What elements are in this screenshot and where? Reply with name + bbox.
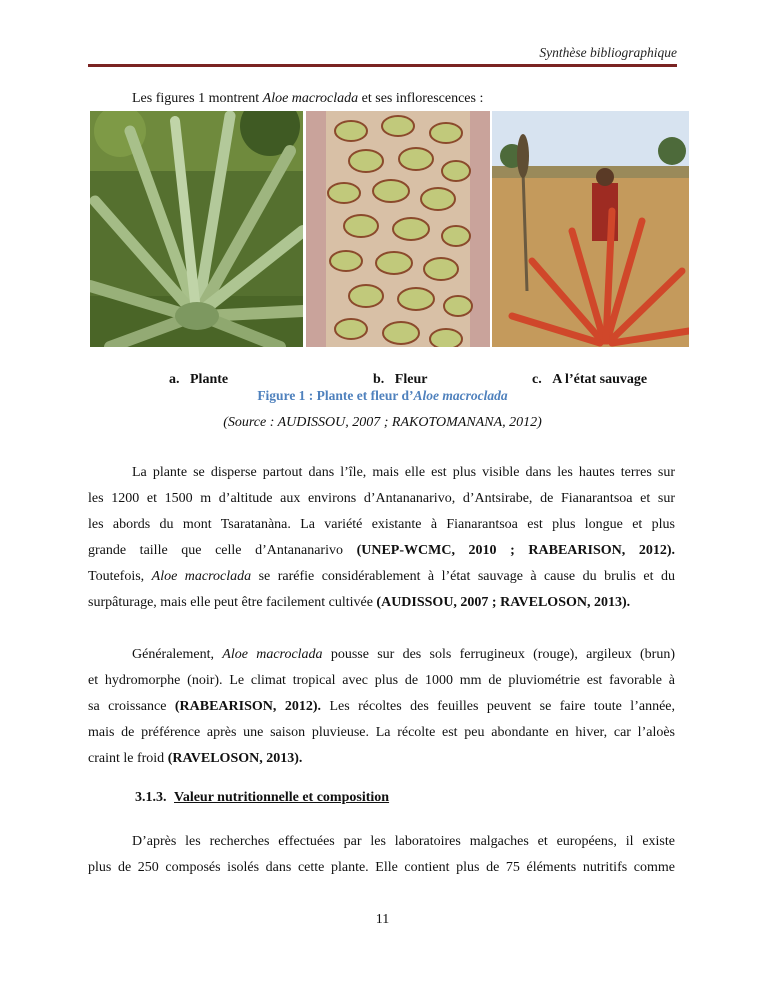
paragraph1-line3: les abords du mont Tsaratanàna. La variété existante à Fianarantsoa est plus longue et plus <box>88 517 675 532</box>
paragraph2-line3: sa croissance (RABEARISON, 2012). Les récoltes des feuilles peuvent se faire toute l’année, <box>88 699 676 714</box>
photo-wild <box>492 111 689 347</box>
header-rule <box>88 64 677 67</box>
paragraph2-line5: craint le froid (RAVELOSON, 2013). <box>88 751 303 766</box>
panel-label-c: c. A l’état sauvage <box>532 372 648 387</box>
paragraph3-line2: plus de 250 composés isolés dans cette plante. Elle contient plus de 75 éléments nutritifs comme <box>88 860 675 875</box>
paragraph1-line2: les 1200 et 1500 m d’altitude aux environs d’Antananarivo, d’Antsirabe, de Fianarantsoa et sur <box>88 491 675 506</box>
photo-flower <box>306 111 490 347</box>
paragraph1-line4: grande taille que celle d’Antananarivo (UNEP-WCMC, 2010 ; RABEARISON, 2012). <box>88 543 676 558</box>
figure-caption: Figure 1 : Plante et fleur d’Aloe macroclada <box>257 388 508 403</box>
paragraph1-line6: surpâturage, mais elle peut être facilement cultivée (AUDISSOU, 2007 ; RAVELOSON, 2013). <box>88 595 631 610</box>
panel-label-b: b. Fleur <box>373 372 428 387</box>
paragraph2-line1: Généralement, Aloe macroclada pousse sur des sols ferrugineux (rouge), argileux (brun) <box>132 647 675 662</box>
paragraph2-line4: mais de préférence après une saison pluvieuse. La récolte est peu abondante en hiver, car l’aloès <box>88 725 675 740</box>
section-heading: 3.1.3. Valeur nutritionnelle et composition <box>135 790 390 805</box>
panel-label-a: a. Plante <box>169 372 229 387</box>
figure-intro: Les figures 1 montrent Aloe macroclada et ses inflorescences : <box>132 91 484 106</box>
paragraph2-line2: et hydromorphe (noir). Le climat tropical avec plus de 1000 mm de pluviométrie est favorable à <box>88 673 675 688</box>
running-header: Synthèse bibliographique <box>539 45 677 60</box>
figure-source: (Source : AUDISSOU, 2007 ; RAKOTOMANANA, 2012) <box>223 415 542 430</box>
paragraph1-line1: La plante se disperse partout dans l’île, mais elle est plus visible dans les hautes terres sur <box>132 465 675 480</box>
page-number: 11 <box>375 912 390 927</box>
paragraph3-line1: D’après les recherches effectuées par les laboratoires malgaches et européens, il existe <box>132 834 675 849</box>
paragraph1-line5: Toutefois, Aloe macroclada se raréfie considérablement à l’état sauvage à cause du brulis et du <box>88 569 676 584</box>
photo-plant <box>90 111 303 347</box>
